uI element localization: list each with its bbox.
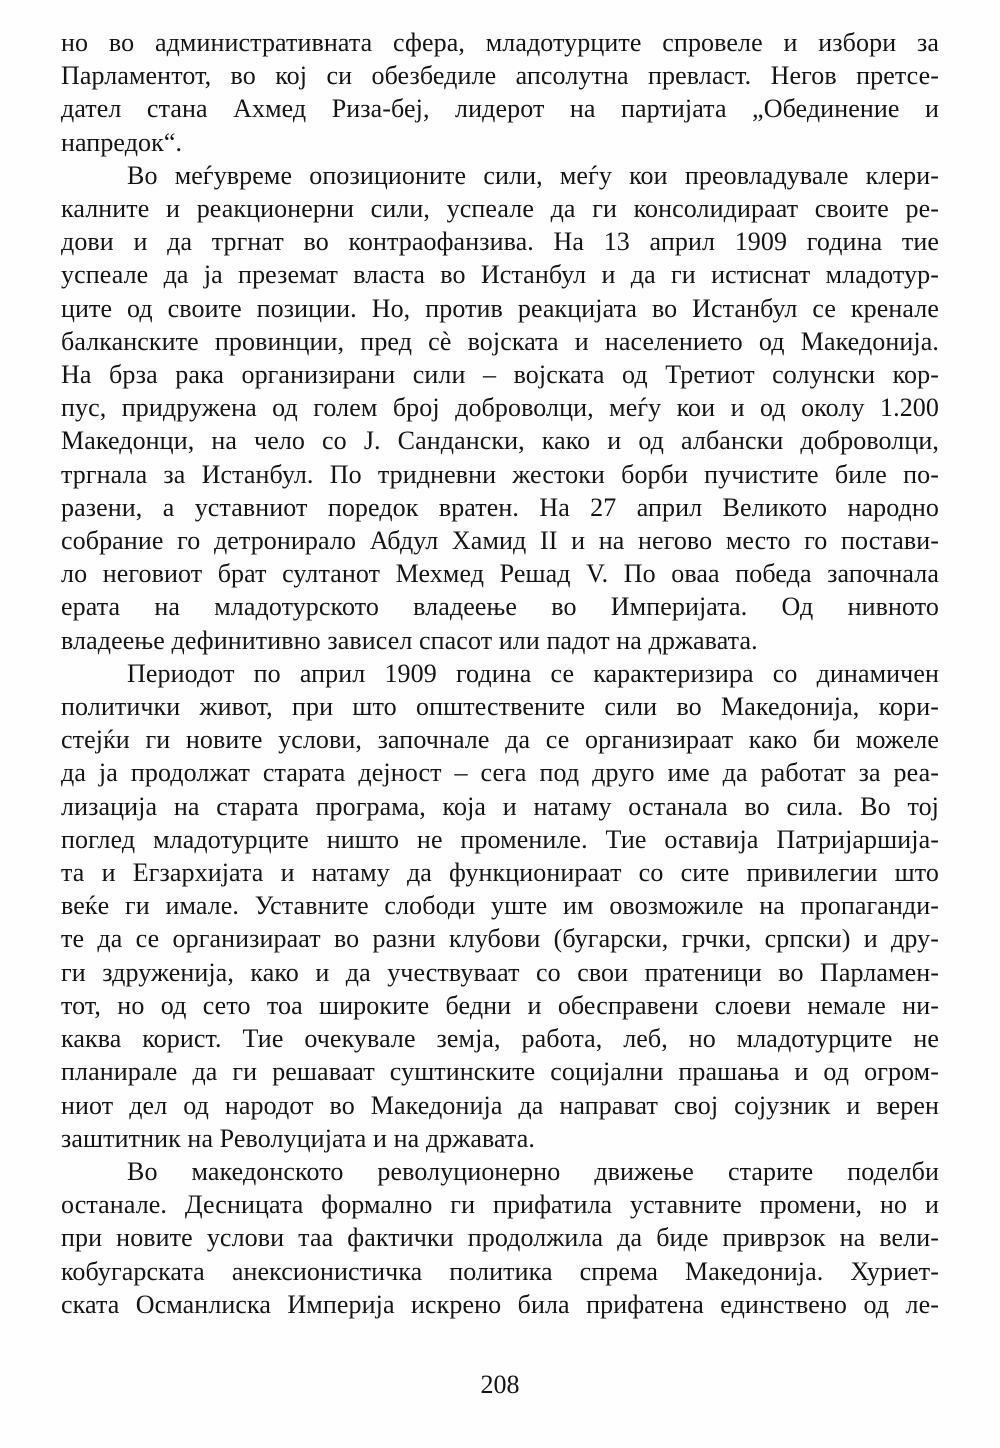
paragraph-4 (61, 1155, 939, 1321)
text-line: те да се организираат во разни клубови (бугарски, грчки, српски) и дру- (61, 924, 939, 954)
text-line: ерата на младотурското владеење во Империјата. Од нивното (61, 592, 939, 622)
text-line: дател стана Ахмед Риза-беј, лидерот на партијата „Обединение и (61, 94, 939, 124)
text-line: успеале да ја преземат власта во Истанбул и да ги истиснат младотур- (61, 260, 939, 290)
text-line: собрание го детронирало Абдул Хамид II и на негово место го постави- (61, 526, 939, 556)
text-line: калните и реакционерни сили, успеале да ги консолидираат своите ре- (61, 194, 939, 224)
text-line: ло неговиот брат султанот Мехмед Решад V. По оваа победа започнала (61, 559, 939, 589)
paragraph-3 (61, 657, 939, 1155)
text-line: Периодот по април 1909 година се карактеризира со динамичен (127, 658, 939, 688)
text-block (61, 26, 939, 1321)
text-line: пус, придружена од голем број доброволци, меѓу кои и од околу 1.200 (61, 393, 939, 423)
text-line: останале. Десницата формално ги прифатила уставните промени, но и (61, 1190, 939, 1220)
text-line: ците од своите позиции. Но, против реакцијата во Истанбул се кренале (61, 293, 939, 323)
text-line: веќе ги имале. Уставните слободи уште им овозможиле на пропаганди- (61, 891, 939, 921)
text-line: ниот дел од народот во Македонија да направат свој сојузник и верен (61, 1090, 939, 1120)
text-line: Македонци, на чело со Ј. Сандански, како и од албански доброволци, (61, 426, 939, 456)
text-line: заштитник на Револуцијата и на државата. (61, 1123, 536, 1153)
text-line: разени, а уставниот поредок вратен. На 27 април Великото народно (61, 492, 939, 522)
text-line: но во административната сфера, младотурците спровеле и избори за (61, 28, 939, 57)
text-line: Во меѓувреме опозиционите сили, меѓу кои преовладувале клери- (127, 160, 939, 190)
text-line: поглед младотурците ништо не промениле. Тие оставија Патријаршија- (61, 824, 939, 854)
page-number: 208 (480, 1370, 520, 1399)
text-line: балканските провинции, пред сè војската и населението од Македонија. (61, 326, 939, 356)
paragraph-2 (61, 159, 939, 657)
text-line: напредок“. (61, 127, 183, 157)
text-line: каква корист. Тие очекувале земја, работа, леб, но младотурците не (61, 1024, 939, 1054)
paragraph-1 (61, 26, 939, 159)
text-line: тргнала за Истанбул. По тридневни жестоки борби пучистите биле по- (61, 459, 939, 489)
text-line: планирале да ги решаваат суштинските социјални прашања и од огром- (61, 1057, 939, 1087)
text-line: кобугарската анексионистичка политика спрема Македонија. Хуриет- (61, 1256, 939, 1286)
text-line: политички живот, при што општествените сили во Македонија, кори- (61, 692, 939, 722)
text-line: Парламентот, во кој си обезбедиле апсолутна превласт. Негов претсе- (61, 61, 939, 91)
text-line: На брза рака организирани сили – војската од Третиот солунски кор- (61, 360, 939, 390)
text-line: владеење дефинитивно зависел спасот или падот на државата. (61, 625, 758, 655)
text-line: ската Османлиска Империја искрено била прифатена единствено од ле- (61, 1289, 939, 1319)
text-line: тот, но од сето тоа широките бедни и обесправени слоеви немале ни- (61, 990, 939, 1020)
text-line: да ја продолжат старата дејност – сега под друго име да работат за реа- (61, 758, 939, 788)
text-line: лизација на старата програма, која и натаму останала во сила. Во тој (61, 791, 939, 821)
text-line: Во македонското револуционерно движење старите поделби (127, 1156, 939, 1186)
text-line: при новите услови таа фактички продолжила да биде приврзок на вели- (61, 1223, 939, 1253)
text-line: дови и да тргнат во контраофанзива. На 13 април 1909 година тие (61, 227, 939, 257)
text-line: стејќи ги новите услови, започнале да се организираат како би можеле (61, 725, 939, 755)
text-line: ги здруженија, како и да учествуваат со свои пратеници во Парламен- (61, 957, 939, 987)
text-line: та и Егзархијата и натаму да функционираат со сите привилегии што (61, 858, 939, 888)
